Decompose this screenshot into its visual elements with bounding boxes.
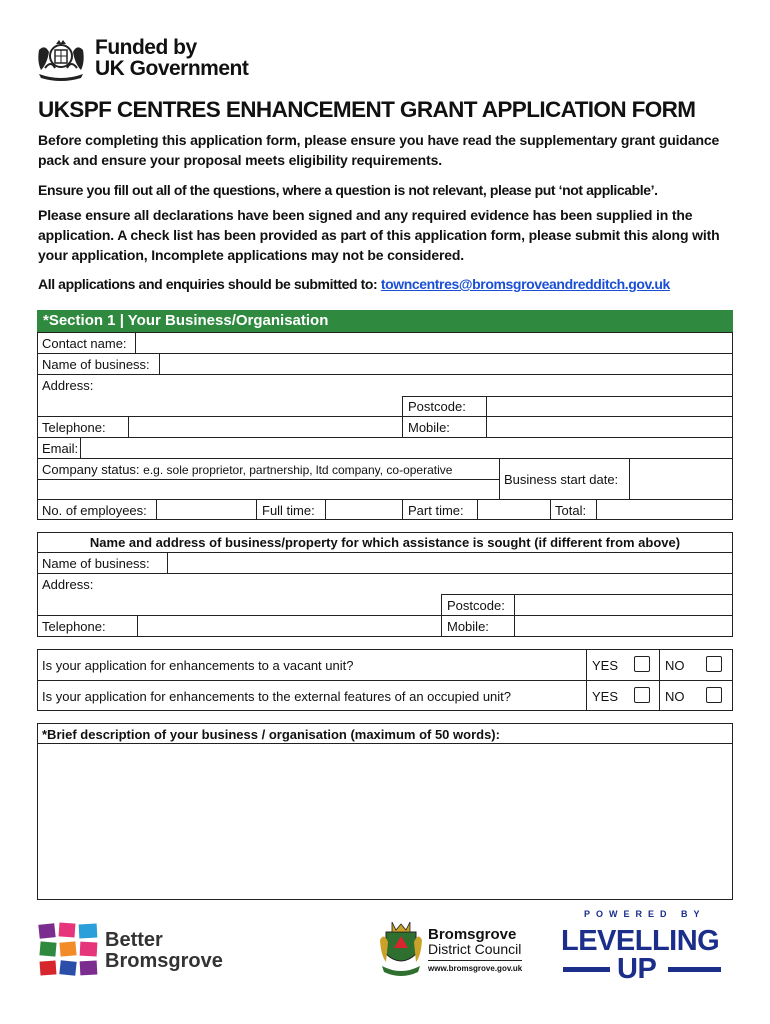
business-name-label: Name of business: — [42, 357, 150, 372]
submission-text: All applications and enquiries should be submitted to: — [38, 276, 381, 292]
company-status-label — [42, 462, 452, 478]
better-bromsgrove-logo-icon — [37, 921, 101, 979]
bromsgrove-district-council-logo — [428, 928, 522, 973]
q2-no-label: NO — [665, 689, 685, 704]
funded-line-2: UK Government — [95, 57, 249, 80]
q2-no-checkbox[interactable] — [706, 687, 722, 703]
bdc-url: www.bromsgrove.gov.uk — [428, 960, 522, 973]
bdc-line-1: Bromsgrove — [428, 926, 517, 943]
mobile-label: Mobile: — [408, 420, 450, 435]
property-mobile-field[interactable] — [515, 616, 732, 636]
email-field[interactable] — [81, 438, 732, 457]
submission-email-link[interactable]: towncentres@bromsgroveandredditch.gov.uk — [380, 276, 670, 292]
q1-no-checkbox[interactable] — [706, 656, 722, 672]
business-start-date-label: Business start date: — [504, 472, 619, 487]
property-business-name-field[interactable] — [168, 553, 732, 572]
contact-name-label: Contact name: — [42, 336, 127, 351]
q2-yes-checkbox[interactable] — [634, 687, 650, 703]
postcode-label: Postcode: — [408, 399, 466, 414]
levelling-bar-right — [668, 967, 721, 972]
contact-name-field[interactable] — [136, 333, 732, 352]
intro-paragraph-1: Before completing this application form, please ensure you have read the supplementary grant guidance pack and ensure your proposal meets eligibility requirements. — [38, 132, 720, 168]
property-address-label: Address: — [42, 577, 94, 592]
property-postcode-label: Postcode: — [447, 598, 505, 613]
better-text: Better — [105, 929, 163, 951]
property-telephone-field[interactable] — [138, 616, 440, 636]
full-time-label: Full time: — [262, 503, 315, 518]
question-occupied-unit: Is your application for enhancements to the external features of an occupied unit? — [42, 689, 512, 704]
description-textarea[interactable] — [38, 744, 732, 899]
property-mobile-label: Mobile: — [447, 619, 489, 634]
intro-paragraph-3: Please ensure all declarations have been signed and any required evidence has been supplied in the application. A check list has been provided as part of this application form, please submit this along with your application, Incomplete applications may not be considered. — [38, 207, 720, 263]
business-start-date-field[interactable] — [630, 459, 732, 498]
part-time-field[interactable] — [478, 500, 549, 519]
bromsgrove-council-crest-icon — [378, 918, 424, 980]
up-text: UP — [617, 953, 657, 985]
bromsgrove-text: Bromsgrove — [105, 950, 223, 972]
total-field[interactable] — [597, 500, 732, 519]
funded-line-1: Funded by — [95, 36, 197, 59]
bdc-line-2: District Council — [428, 941, 522, 957]
property-business-name-label: Name of business: — [42, 556, 150, 571]
company-status-text: Company status: — [42, 462, 140, 477]
telephone-field[interactable] — [129, 417, 401, 436]
page-title: UKSPF CENTRES ENHANCEMENT GRANT APPLICATION FORM — [38, 97, 696, 122]
section-1-heading: *Section 1 | Your Business/Organisation — [37, 310, 733, 332]
better-bromsgrove-logo-text — [105, 930, 223, 972]
intro-paragraph-2: Ensure you fill out all of the questions, where a question is not relevant, please put ‘not applicable’. — [38, 182, 658, 198]
royal-coat-of-arms-icon — [35, 38, 87, 82]
intro-paragraph-4 — [38, 274, 738, 294]
q1-no-label: NO — [665, 658, 685, 673]
address-label: Address: — [42, 378, 94, 393]
property-postcode-field[interactable] — [515, 595, 732, 614]
part-time-label: Part time: — [408, 503, 464, 518]
levelling-bar-left — [563, 967, 610, 972]
question-vacant-unit: Is your application for enhancements to a vacant unit? — [42, 658, 354, 673]
property-address-field[interactable] — [38, 574, 732, 593]
address-field[interactable] — [38, 375, 732, 395]
description-heading: *Brief description of your business / organisation (maximum of 50 words): — [42, 727, 500, 742]
employees-label: No. of employees: — [42, 503, 147, 518]
company-status-hint: e.g. sole proprietor, partnership, ltd company, co-operative — [143, 463, 453, 477]
business-name-field[interactable] — [160, 354, 732, 373]
q1-yes-checkbox[interactable] — [634, 656, 650, 672]
email-label: Email: — [42, 441, 79, 456]
full-time-field[interactable] — [326, 500, 401, 519]
powered-by-text: POWERED BY — [584, 909, 706, 919]
employees-field[interactable] — [157, 500, 255, 519]
total-label: Total: — [555, 503, 587, 518]
postcode-field[interactable] — [487, 397, 732, 415]
levelling-text: LEVELLING — [561, 925, 720, 957]
funded-by-uk-government-logo — [95, 37, 248, 79]
q1-yes-label: YES — [592, 658, 619, 673]
q2-yes-label: YES — [592, 689, 619, 704]
company-status-field[interactable] — [38, 480, 498, 498]
property-heading: Name and address of business/property for which assistance is sought (if different from above) — [89, 535, 681, 550]
property-telephone-label: Telephone: — [42, 619, 106, 634]
telephone-label: Telephone: — [42, 420, 106, 435]
mobile-field[interactable] — [487, 417, 732, 436]
